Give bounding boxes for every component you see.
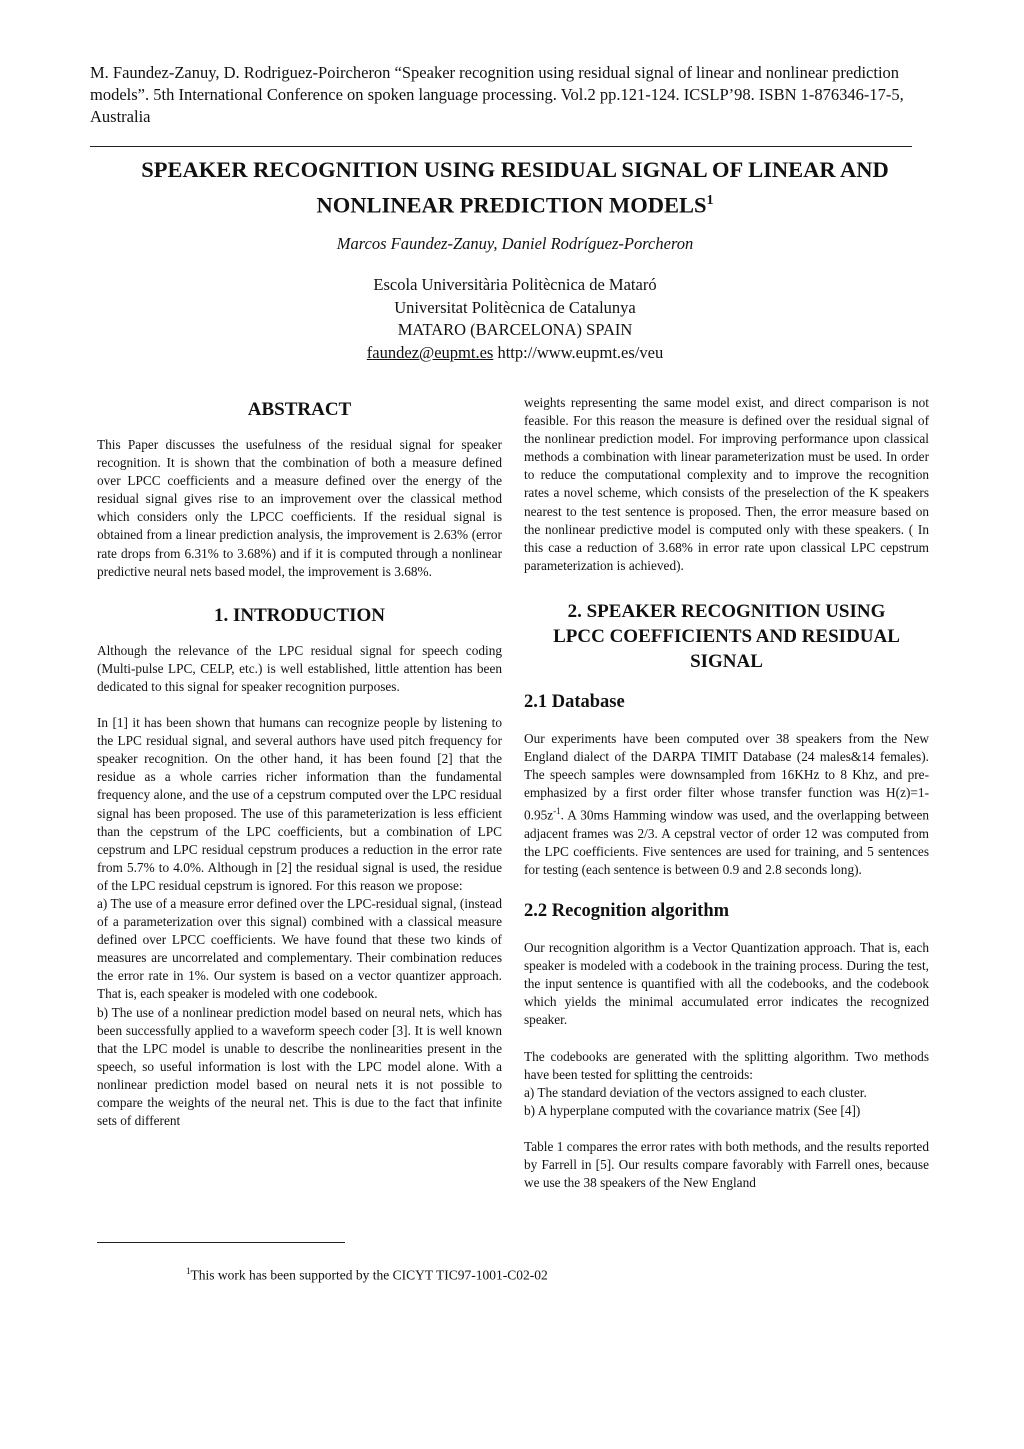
recognition-paragraph-1: Our recognition algorithm is a Vector Quantization approach. That is, each speaker is modeled with a codebook in the training process. During the test, the input sentence is quantified with all the codebooks, and the codebook which yields the minimal accumulated error indicates the recognized speaker. xyxy=(524,940,929,1028)
affiliation-contact xyxy=(90,342,940,365)
citation-header: M. Faundez-Zanuy, D. Rodriguez-Poircheron “Speaker recognition using residual signal of linear and nonlinear prediction models”. 5th International Conference on spoken language processing. Vol.2 pp.121-124. ICSLP’98. ISBN 1-876346-17-5, Australia xyxy=(90,63,904,126)
recognition-paragraph-3: Table 1 compares the error rates with both methods, and the results reported by Farrell in [5]. Our results compare favorably with Farrell ones, because we use the 38 speakers of the New England xyxy=(524,1138,929,1191)
left-column xyxy=(97,394,502,1130)
title-line-2 xyxy=(90,185,940,221)
intro-paragraph-2: In [1] it has been shown that humans can recognize people by listening to the LPC residual signal, and several authors have used pitch frequency for speaker recognition. On the other hand, it has been found [2] that the residue as a whole carries richer information than the fundamental frequency alone, and the use of a cepstrum computed over the LPC residual signal has been proposed. The use of this parameterization is less efficient than the cepstrum of the LPC coefficients, but a combination of LPC cepstrum and LPC residual cepstrum produces a reduction in the error rate from 5.7% to 4.0%. Although in [2] the residual signal is used, the residue of the LPC residual cepstrum is ignored. For this reason we propose: xyxy=(97,715,502,893)
intro-paragraph-3: a) The use of a measure error defined over the LPC-residual signal, (instead of a parameterization over this signal) combined with a classical measure defined over LPCC coefficients. We have found that these two kinds of measures are uncorrelated and complementary. Their combination reduces the error rate in 1%. Our system is based on a vector quantizer approach. That is, each speaker is modeled with one codebook. xyxy=(97,895,502,1002)
database-text-b: . A 30ms Hamming window was used, and the overlapping between adjacent frames was 2/3. A cepstral vector of order 12 was computed from the LPC coefficients. Five sentences are used for training, and 5 sentences for testing (each sentence is between 0.9 and 2.8 seconds long). xyxy=(524,807,929,878)
affiliation xyxy=(90,274,940,364)
recognition-paragraph-2-line-3: b) A hyperplane computed with the covariance matrix (See [4]) xyxy=(524,1102,861,1118)
right-column xyxy=(524,394,929,1192)
introduction-heading: 1. INTRODUCTION xyxy=(213,604,386,626)
intro-paragraph-1: Although the relevance of the LPC residual signal for speech coding (Multi-pulse LPC, CELP, etc.) is well established, little attention has been dedicated to this signal for speaker recognition purposes. xyxy=(97,642,502,694)
paper-title xyxy=(90,154,940,221)
database-paragraph xyxy=(524,730,929,879)
abstract-heading: ABSTRACT xyxy=(247,399,352,420)
database-text-a: Our experiments have been computed over 38 speakers from the New England dialect of the DARPA TIMIT Database (24 males&14 females). The speech samples were downsampled from 16KHz to 8 Khz, and pre-emphasized by a first order filter whose transfer function was H(z)=1-0.95z xyxy=(524,730,929,823)
header-divider xyxy=(90,146,912,147)
recognition-paragraph-2-line-1: The codebooks are generated with the splitting algorithm. Two methods have been tested for splitting the centroids: xyxy=(524,1048,929,1082)
section-2-heading xyxy=(524,599,929,674)
footnote xyxy=(186,1262,886,1285)
database-superscript: -1 xyxy=(553,806,561,817)
section-2-heading-line-2: LPCC COEFFICIENTS AND RESIDUAL xyxy=(553,625,900,647)
title-line-2-text: NONLINEAR PREDICTION MODELS xyxy=(316,192,707,218)
recognition-algorithm-heading: 2.2 Recognition algorithm xyxy=(524,901,730,922)
title-line-1: SPEAKER RECOGNITION USING RESIDUAL SIGNAL OF LINEAR AND xyxy=(141,157,889,182)
recognition-paragraph-2-line-2: a) The standard deviation of the vectors assigned to each cluster. xyxy=(524,1084,867,1100)
abstract-text: This Paper discusses the usefulness of the residual signal for speaker recognition. It is shown that the combination of both a measure defined over LPCC coefficients and a measure defined over the energy of the residual signal gives rise to an improvement over the classical method which considers only the LPCC coefficients. If the residual signal is obtained from a linear prediction analysis, the improvement is 2.63% (error rate drops from 6.31% to 3.68%) and if it is computed through a nonlinear predictive neural nets based model, the improvement is 3.68%. xyxy=(97,437,502,579)
author-list: Marcos Faundez-Zanuy, Daniel Rodríguez-Porcheron xyxy=(336,234,694,253)
section-2-heading-line-1: 2. SPEAKER RECOGNITION USING xyxy=(567,600,886,622)
email-link[interactable]: faundez@eupmt.es xyxy=(366,342,494,362)
intro-paragraph-5: weights representing the same model exist, and direct comparison is not feasible. For this reason the measure is defined over the residual signal of the nonlinear prediction model. For improving performance upon classical methods a combination with linear parameterization must be used. In order to reduce the computational complexity and to improve the recognition rates a novel scheme, which consists of the preselection of the K speakers nearest to the test sentence is proposed. Then, the error measure based on the nonlinear predictive model is computed only with these speakers. ( In this case a reduction of 3.68% in error rate upon classical LPC cepstrum parameterization is achieved). xyxy=(524,395,929,573)
database-heading: 2.1 Database xyxy=(524,691,625,712)
affiliation-location: MATARO (BARCELONA) SPAIN xyxy=(397,320,633,339)
footnote-mark: 1 xyxy=(186,1266,191,1276)
affiliation-school: Escola Universitària Politècnica de Mataró xyxy=(373,275,657,294)
title-footnote-mark: 1 xyxy=(706,193,714,208)
intro-paragraph-4: b) The use of a nonlinear prediction model based on neural nets, which has been successfully applied to a waveform speech coder [3]. It is well known that the LPC model is unable to describe the nonlinearities present in the speech, so useful information is lost with the LPC model alone. With a nonlinear prediction model based on neural nets it is not possible to compare the weights of the neural net. This is due to the fact that infinite sets of different xyxy=(97,1004,502,1129)
footnote-text: This work has been supported by the CICYT TIC97-1001-C02-02 xyxy=(190,1267,548,1283)
section-2-heading-line-3: SIGNAL xyxy=(690,650,763,672)
website-url: http://www.eupmt.es/veu xyxy=(497,342,664,362)
footnote-divider xyxy=(97,1242,345,1243)
affiliation-university: Universitat Politècnica de Catalunya xyxy=(394,297,636,317)
